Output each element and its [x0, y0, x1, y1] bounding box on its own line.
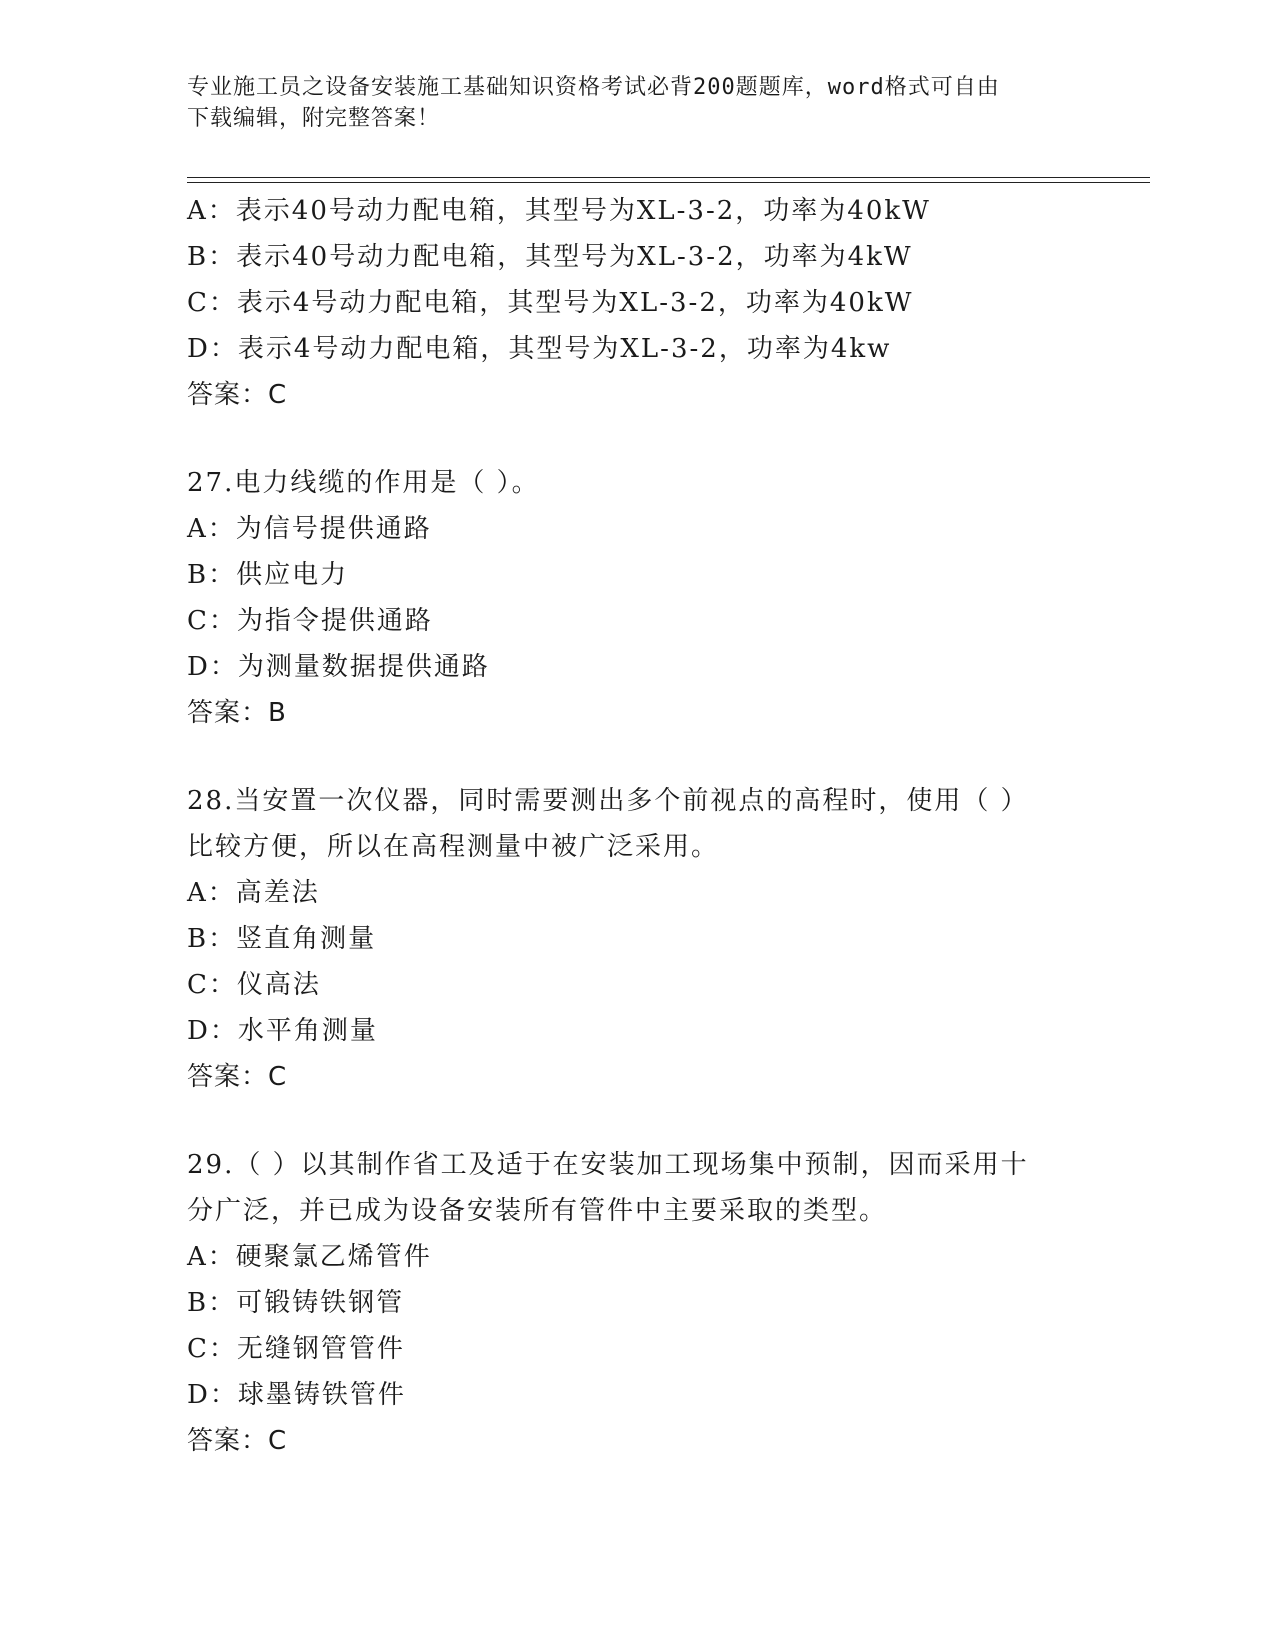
option-a: A：表示40号动力配电箱，其型号为XL-3-2，功率为40kW	[187, 196, 931, 226]
option-b: B：竖直角测量	[187, 924, 377, 954]
option-d: D：为测量数据提供通路	[187, 652, 490, 682]
option-c: C：仪高法	[187, 970, 321, 1000]
option-b: B：供应电力	[187, 560, 349, 590]
option-c: C：表示4号动力配电箱，其型号为XL-3-2，功率为40kW	[187, 288, 914, 318]
answer: 答案：C	[187, 380, 288, 410]
header-divider-top	[187, 177, 1150, 178]
option-a: A：硬聚氯乙烯管件	[187, 1242, 432, 1272]
question-text-line-1: 28.当安置一次仪器，同时需要测出多个前视点的高程时，使用（ ）	[187, 786, 1029, 816]
question-27	[187, 460, 1087, 736]
question-28	[187, 778, 1087, 1100]
answer: 答案：C	[187, 1062, 288, 1092]
question-29	[187, 1142, 1087, 1464]
spacer	[187, 736, 1087, 778]
option-a: A：高差法	[187, 878, 320, 908]
option-d: D：表示4号动力配电箱，其型号为XL-3-2，功率为4kw	[187, 334, 892, 364]
option-c: C：为指令提供通路	[187, 606, 433, 636]
option-d: D：球墨铸铁管件	[187, 1380, 406, 1410]
question-text-line-1: 29.（ ）以其制作省工及适于在安装加工现场集中预制，因而采用十	[187, 1150, 1029, 1180]
spacer	[187, 418, 1087, 460]
header-line-1: 专业施工员之设备安装施工基础知识资格考试必背200题题库，word格式可自由	[187, 75, 1000, 100]
header-divider-bottom	[187, 182, 1150, 183]
option-c: C：无缝钢管管件	[187, 1334, 405, 1364]
question-26	[187, 188, 1087, 418]
option-d: D：水平角测量	[187, 1016, 378, 1046]
question-list	[187, 188, 1087, 1464]
answer: 答案：C	[187, 1426, 288, 1456]
question-text-line-2: 分广泛，并已成为设备安装所有管件中主要采取的类型。	[187, 1196, 888, 1226]
question-text-line-2: 比较方便，所以在高程测量中被广泛采用。	[187, 832, 720, 862]
option-b: B：表示40号动力配电箱，其型号为XL-3-2，功率为4kW	[187, 242, 913, 272]
header-line-2: 下载编辑，附完整答案！	[187, 106, 441, 131]
answer: 答案：B	[187, 698, 287, 728]
document-header	[187, 72, 1087, 134]
spacer	[187, 1100, 1087, 1142]
option-a: A：为信号提供通路	[187, 514, 432, 544]
question-text: 27.电力线缆的作用是（ ）。	[187, 468, 540, 498]
option-b: B：可锻铸铁钢管	[187, 1288, 405, 1318]
